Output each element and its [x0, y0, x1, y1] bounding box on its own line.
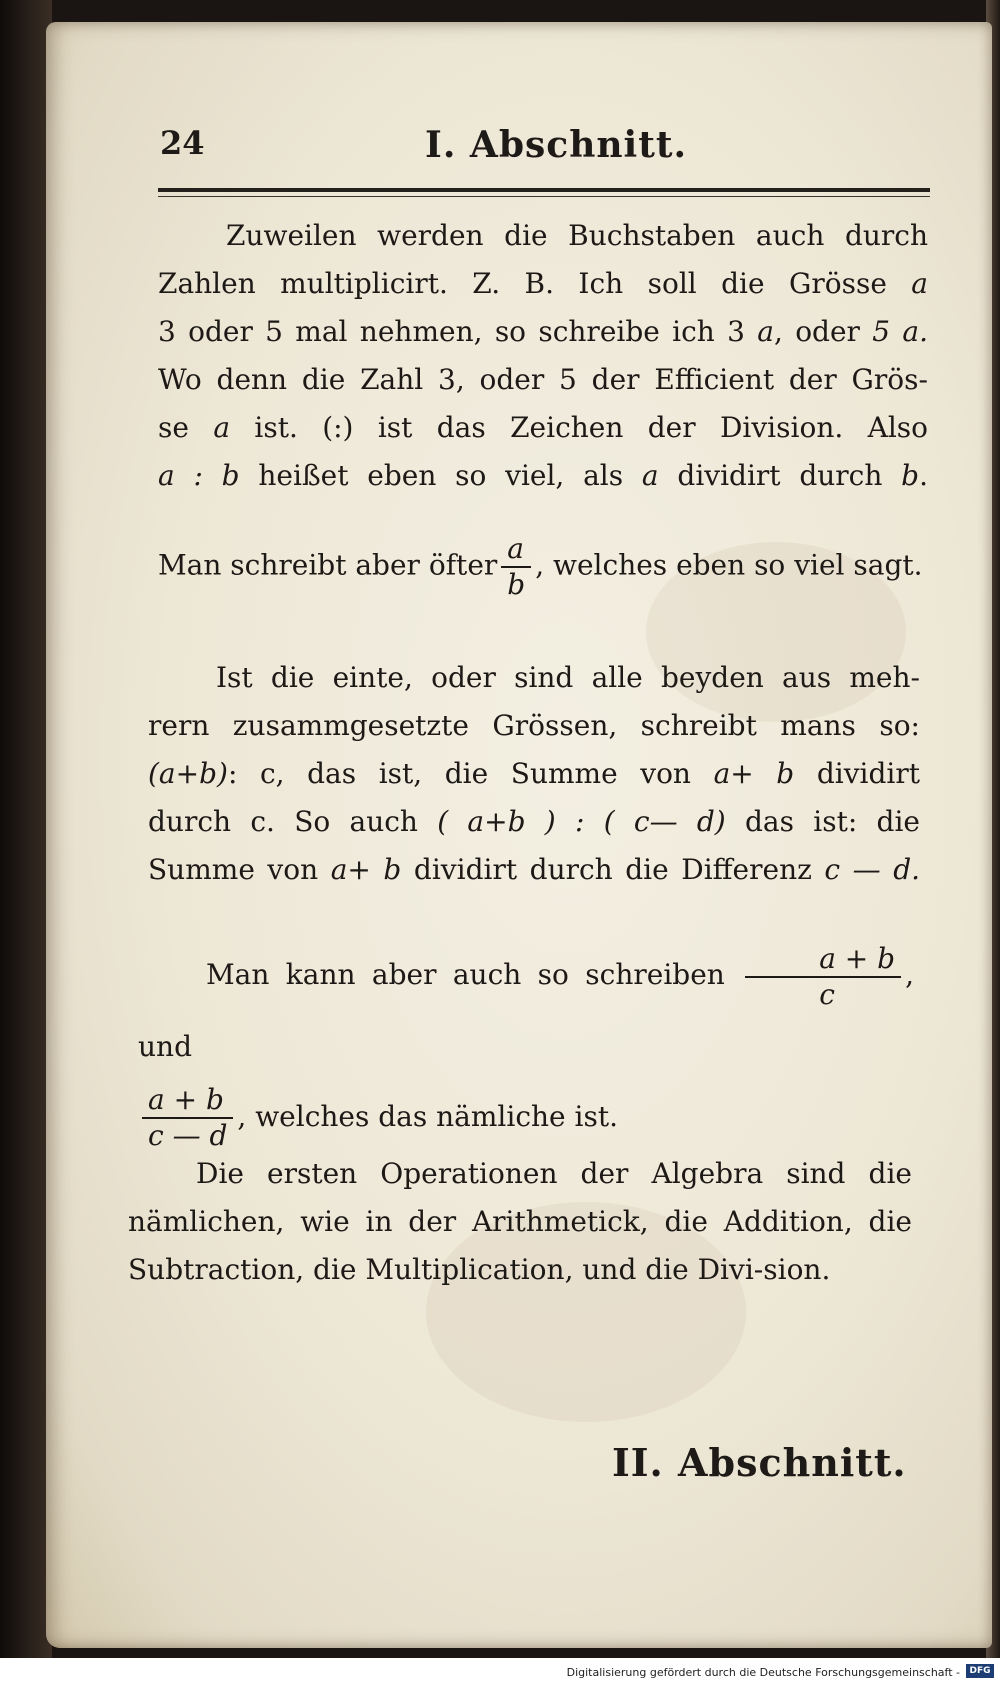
book-spine-left	[0, 0, 52, 1660]
footer-credit: Digitalisierung gefördert durch die Deutsche Forschungsgemeinschaft -	[566, 1666, 960, 1679]
text-line: a : b heißet eben so viel, als a dividirt durch b.	[158, 459, 929, 492]
next-section-heading: II. Abschnitt.	[612, 1440, 907, 1485]
text-line: Zahlen multiplicirt. Z. B. Ich soll die Grösse a	[158, 267, 928, 300]
text-line: se a ist. (:) ist das Zeichen der Division. Also	[158, 411, 929, 444]
text-line: durch c. So auch ( a+b ) : ( c— d) das ist: die	[148, 805, 920, 838]
text-line: (a+b): c, das ist, die Summe von a+ b dividirt	[148, 757, 920, 790]
text-line: Wo denn die Zahl 3, oder 5 der Efficient der Grös-	[158, 363, 928, 396]
running-head: I. Abschnitt.	[425, 124, 688, 166]
paragraph-2	[148, 654, 920, 894]
text-line: Man kann aber auch so schreiben $\frac{a + b}{c}$ , und	[138, 941, 914, 1063]
text-line: 3 oder 5 mal nehmen, so schreibe ich 3 a, oder 5 a.	[158, 315, 928, 348]
page-header	[160, 116, 930, 176]
text-line: Summe von a+ b dividirt durch die Differenz c — d.	[148, 853, 921, 886]
dfg-logo: DFG	[966, 1664, 994, 1678]
text-line: $\frac{a + b}{c — d}$ , welches das nämliche ist.	[138, 1082, 914, 1154]
fraction-a-plus-b-over-c: $\frac{a + b}{c}$	[745, 942, 901, 1012]
header-rule	[158, 188, 930, 192]
text-line: Zuweilen werden die Buchstaben auch durch	[226, 219, 928, 252]
paragraph-1	[158, 212, 928, 500]
text-line: Ist die einte, oder sind alle beyden aus meh-	[216, 661, 920, 694]
paragraph-3	[138, 940, 914, 1153]
page-number: 24	[160, 124, 205, 162]
paragraph-1-tail: Man schreibt aber öfter $\frac{a}{b}$ , welches eben so viel sagt.	[158, 532, 923, 601]
header-rule-thin	[158, 196, 930, 197]
paragraph-4: Die ersten Operationen der Algebra sind die nämlichen, wie in der Arithmetick, die Addition, die Subtraction, die Multiplication, und die Divi-sion.	[128, 1157, 912, 1286]
text-line: rern zusammgesetzte Grössen, schreibt mans so:	[148, 709, 920, 742]
fraction-a-plus-b-over-c-minus-d: $\frac{a + b}{c — d}$	[142, 1083, 233, 1153]
fraction-a-over-b: $\frac{a}{b}$	[501, 532, 531, 602]
